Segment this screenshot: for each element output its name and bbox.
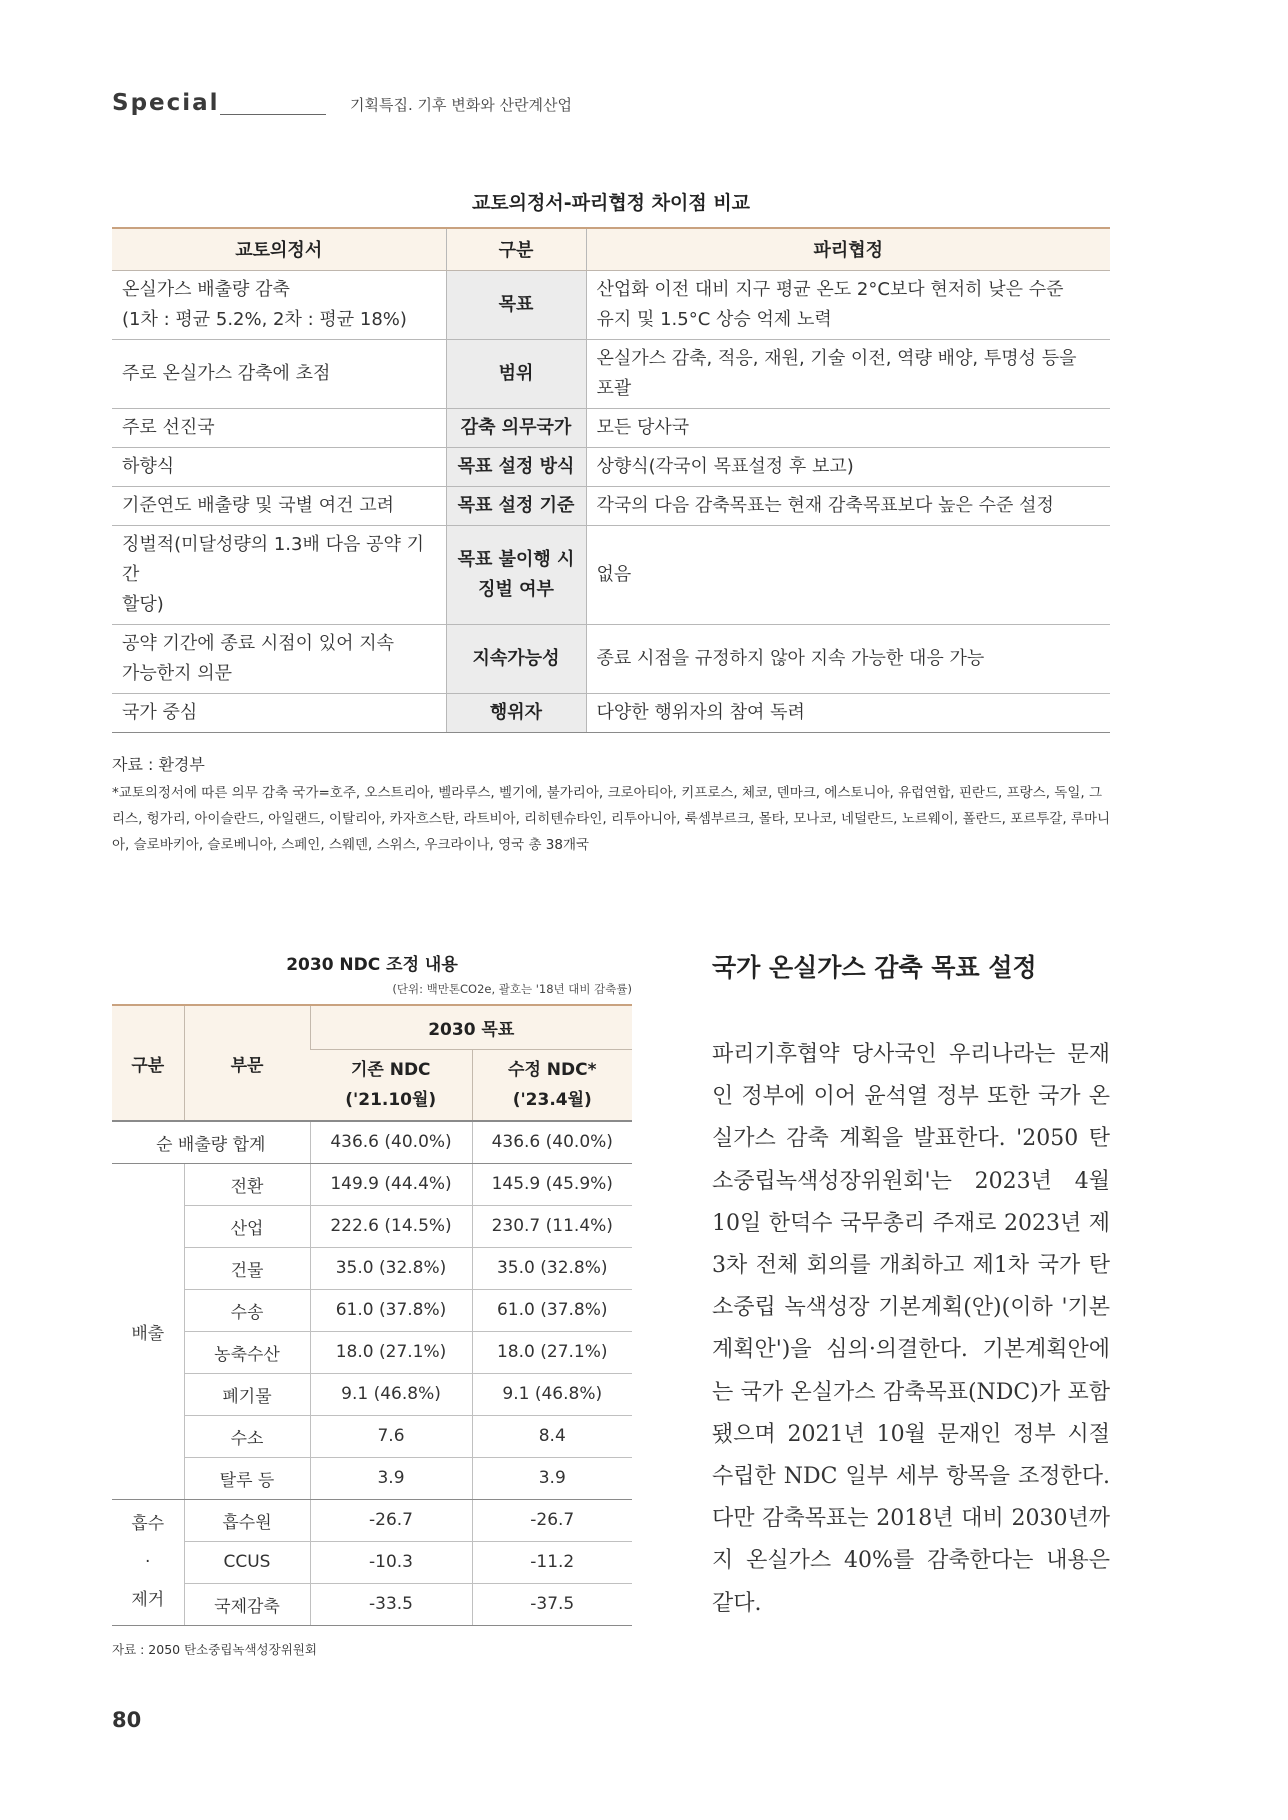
cell-line: 산업화 이전 대비 지구 평균 온도 2°C보다 현저히 낮은 수준 <box>596 278 1064 300</box>
header-target: 2030 목표 <box>310 1005 632 1049</box>
emission-group-label: 배출 <box>112 1163 184 1499</box>
table-row <box>112 1583 632 1625</box>
kyoto-cell <box>112 408 446 447</box>
table1-footnote: *교토의정서에 따른 의무 감축 국가=호주, 오스트리아, 벨라루스, 벨기에, 불가리아, 크로아티아, 키프로스, 체코, 덴마크, 에스토니아, 유럽연합, 핀란드, 프랑스, 독일, 그리스, 헝가리, 아이슬란드, 아일랜드, 이탈리아, 카자흐스탄, 라트비아, 리히텐슈타인, 리투아니아, 룩셈부르크, 몰타, 모나코, 네덜란드, 노르웨이, 폴란드, 포르투갈, 루마니아, 슬로바키아, 슬로베니아, 스페인, 스웨덴, 스위스, 우크라이나, 영국 총 38개국 <box>112 785 1111 853</box>
table1-source: 자료 : 환경부 <box>112 755 205 774</box>
sector-cell: 수소 <box>184 1415 310 1457</box>
existing-cell: 18.0 (27.1%) <box>310 1331 472 1373</box>
cell-line: 포괄 <box>596 377 632 399</box>
kyoto-cell <box>112 339 446 408</box>
revised-cell: 35.0 (32.8%) <box>472 1247 632 1289</box>
existing-cell: 61.0 (37.8%) <box>310 1289 472 1331</box>
existing-cell: 7.6 <box>310 1415 472 1457</box>
header-existing-ndc <box>310 1049 472 1121</box>
cell-line: (1차 : 평균 5.2%, 2차 : 평균 18%) <box>122 308 407 330</box>
sector-cell: 전환 <box>184 1163 310 1205</box>
kyoto-paris-comparison-table <box>112 227 1110 733</box>
revised-cell: 61.0 (37.8%) <box>472 1289 632 1331</box>
table1-title: 교토의정서-파리협정 차이점 비교 <box>471 192 751 214</box>
cell-line: 국가 중심 <box>122 701 198 723</box>
table-row <box>112 1247 632 1289</box>
cell-line: 주로 선진국 <box>122 416 215 438</box>
table-row <box>112 486 1110 525</box>
cell-line: 목표 설정 방식 <box>457 455 575 477</box>
cell-line: 행위자 <box>489 701 543 723</box>
article-title: 국가 온실가스 감축 목표 설정 <box>712 953 1037 982</box>
existing-cell: -26.7 <box>310 1499 472 1541</box>
sector-cell: 산업 <box>184 1205 310 1247</box>
category-cell <box>446 624 586 693</box>
cell-line: 목표 설정 기준 <box>457 494 575 516</box>
sector-cell: 탈루 등 <box>184 1457 310 1499</box>
total-existing: 436.6 (40.0%) <box>310 1121 472 1163</box>
existing-cell: -10.3 <box>310 1541 472 1583</box>
absorb-group-label <box>112 1499 184 1625</box>
revised-cell: 18.0 (27.1%) <box>472 1331 632 1373</box>
cell-line: 지속가능성 <box>472 647 560 669</box>
table-row <box>112 1373 632 1415</box>
table-row <box>112 270 1110 339</box>
category-cell <box>446 447 586 486</box>
header-existing-line2: ('21.10월) <box>345 1089 437 1110</box>
cell-line: 기준연도 배출량 및 국별 여건 고려 <box>122 494 395 516</box>
cell-line: 유지 및 1.5°C 상승 억제 노력 <box>596 308 832 330</box>
header-divider <box>220 114 326 115</box>
revised-cell: 8.4 <box>472 1415 632 1457</box>
cell-line: 목표 불이행 시 <box>457 548 575 570</box>
sector-cell: 폐기물 <box>184 1373 310 1415</box>
sector-cell: 국제감축 <box>184 1583 310 1625</box>
table2-source: 자료 : 2050 탄소중립녹색성장위원회 <box>112 1642 317 1657</box>
total-revised: 436.6 (40.0%) <box>472 1121 632 1163</box>
header-revised-ndc <box>472 1049 632 1121</box>
header-sector: 부문 <box>184 1005 310 1121</box>
existing-cell: -33.5 <box>310 1583 472 1625</box>
category-cell <box>446 486 586 525</box>
category-cell <box>446 339 586 408</box>
revised-cell: 230.7 (11.4%) <box>472 1205 632 1247</box>
table-row <box>112 1289 632 1331</box>
revised-cell: -26.7 <box>472 1499 632 1541</box>
cell-line: 징벌적(미달성량의 1.3배 다음 공약 기간 <box>122 533 424 585</box>
revised-cell: -11.2 <box>472 1541 632 1583</box>
paris-cell <box>586 693 1110 732</box>
existing-cell: 222.6 (14.5%) <box>310 1205 472 1247</box>
sector-cell: 수송 <box>184 1289 310 1331</box>
cell-line: 범위 <box>498 362 534 384</box>
paris-cell <box>586 624 1110 693</box>
paris-cell <box>586 408 1110 447</box>
revised-cell: 3.9 <box>472 1457 632 1499</box>
table-row <box>112 1457 632 1499</box>
cell-line: 가능한지 의문 <box>122 662 233 684</box>
table-row <box>112 1163 632 1205</box>
paris-cell <box>586 486 1110 525</box>
category-cell <box>446 270 586 339</box>
existing-cell: 3.9 <box>310 1457 472 1499</box>
kyoto-cell <box>112 270 446 339</box>
table-row <box>112 1541 632 1583</box>
cell-line: 징벌 여부 <box>478 578 554 600</box>
paris-cell <box>586 447 1110 486</box>
sector-cell: 흡수원 <box>184 1499 310 1541</box>
table2-title: 2030 NDC 조정 내용 <box>286 955 458 975</box>
table-row <box>112 1205 632 1247</box>
cell-line: 감축 의무국가 <box>460 416 572 438</box>
sector-cell: CCUS <box>184 1541 310 1583</box>
table-row <box>112 1499 632 1541</box>
total-label: 순 배출량 합계 <box>112 1121 310 1163</box>
cell-line: 하향식 <box>122 455 175 477</box>
kyoto-cell <box>112 693 446 732</box>
total-row <box>112 1121 632 1163</box>
paris-cell <box>586 339 1110 408</box>
kyoto-cell <box>112 447 446 486</box>
header-existing-line1: 기존 NDC <box>350 1059 431 1080</box>
cell-line: 온실가스 배출량 감축 <box>122 278 290 300</box>
ndc-adjustment-table <box>112 1004 632 1626</box>
header-division: 구분 <box>112 1005 184 1121</box>
kyoto-cell <box>112 525 446 624</box>
page-number: 80 <box>112 1708 142 1732</box>
revised-cell: -37.5 <box>472 1583 632 1625</box>
table-row <box>112 525 1110 624</box>
table-row <box>112 408 1110 447</box>
revised-cell: 145.9 (45.9%) <box>472 1163 632 1205</box>
sector-cell: 농축수산 <box>184 1331 310 1373</box>
table-row <box>112 1415 632 1457</box>
header-paris: 파리협정 <box>586 228 1110 270</box>
header-kyoto: 교토의정서 <box>112 228 446 270</box>
table-header-row <box>112 1005 632 1049</box>
category-cell <box>446 693 586 732</box>
paris-cell <box>586 525 1110 624</box>
paris-cell <box>586 270 1110 339</box>
header-revised-line2: ('23.4월) <box>512 1089 592 1110</box>
kyoto-cell <box>112 486 446 525</box>
table-row <box>112 1331 632 1373</box>
table2-unit: (단위: 백만톤CO2e, 괄호는 '18년 대비 감축률) <box>392 982 632 996</box>
cell-line: 주로 온실가스 감축에 초점 <box>122 362 331 384</box>
sector-cell: 건물 <box>184 1247 310 1289</box>
article-body: 파리기후협약 당사국인 우리나라는 문재인 정부에 이어 윤석열 정부 또한 국가 온실가스 감축 계획을 발표한다. '2050 탄소중립녹색성장위원회'는 2023년 4월 10일 한덕수 국무총리 주재로 2023년 제3차 전체 회의를 개최하고 제1차 국가 탄소중립 녹색성장 기본계획(안)(이하 '기본계획안')을 심의·의결한다. 기본계획안에는 국가 온실가스 감축목표(NDC)가 포함됐으며 2021년 10월 문재인 정부 시절 수립한 NDC 일부 세부 항목을 조정한다. 다만 감축목표는 2018년 대비 2030년까지 온실가스 40%를 감축한다는 내용은 같다. <box>712 1042 1110 1616</box>
cell-line: 할당) <box>122 593 164 615</box>
table-row <box>112 447 1110 486</box>
group-label-line: 흡수 <box>131 1514 165 1534</box>
revised-cell: 9.1 (46.8%) <box>472 1373 632 1415</box>
category-cell <box>446 408 586 447</box>
group-label-line: 제거 <box>131 1590 165 1610</box>
existing-cell: 149.9 (44.4%) <box>310 1163 472 1205</box>
existing-cell: 9.1 (46.8%) <box>310 1373 472 1415</box>
cell-line: 다양한 행위자의 참여 독려 <box>596 701 805 723</box>
group-label-line: · <box>145 1552 151 1572</box>
cell-line: 공약 기간에 종료 시점이 있어 지속 <box>122 632 395 654</box>
section-label: Special <box>112 90 220 116</box>
cell-line: 종료 시점을 규정하지 않아 지속 가능한 대응 가능 <box>596 647 985 669</box>
category-cell <box>446 525 586 624</box>
cell-line: 각국의 다음 감축목표는 현재 감축목표보다 높은 수준 설정 <box>596 494 1054 516</box>
section-subtitle: 기획특집. 기후 변화와 산란계산업 <box>350 96 572 114</box>
table-header-row <box>112 228 1110 270</box>
existing-cell: 35.0 (32.8%) <box>310 1247 472 1289</box>
header-category: 구분 <box>446 228 586 270</box>
table-row <box>112 339 1110 408</box>
header-revised-line1: 수정 NDC* <box>508 1059 597 1080</box>
kyoto-cell <box>112 624 446 693</box>
table-row <box>112 693 1110 732</box>
cell-line: 상향식(각국이 목표설정 후 보고) <box>596 455 854 477</box>
cell-line: 목표 <box>498 293 534 315</box>
cell-line: 모든 당사국 <box>596 416 690 438</box>
cell-line: 온실가스 감축, 적응, 재원, 기술 이전, 역량 배양, 투명성 등을 <box>596 347 1077 369</box>
table-row <box>112 624 1110 693</box>
cell-line: 없음 <box>596 563 632 585</box>
